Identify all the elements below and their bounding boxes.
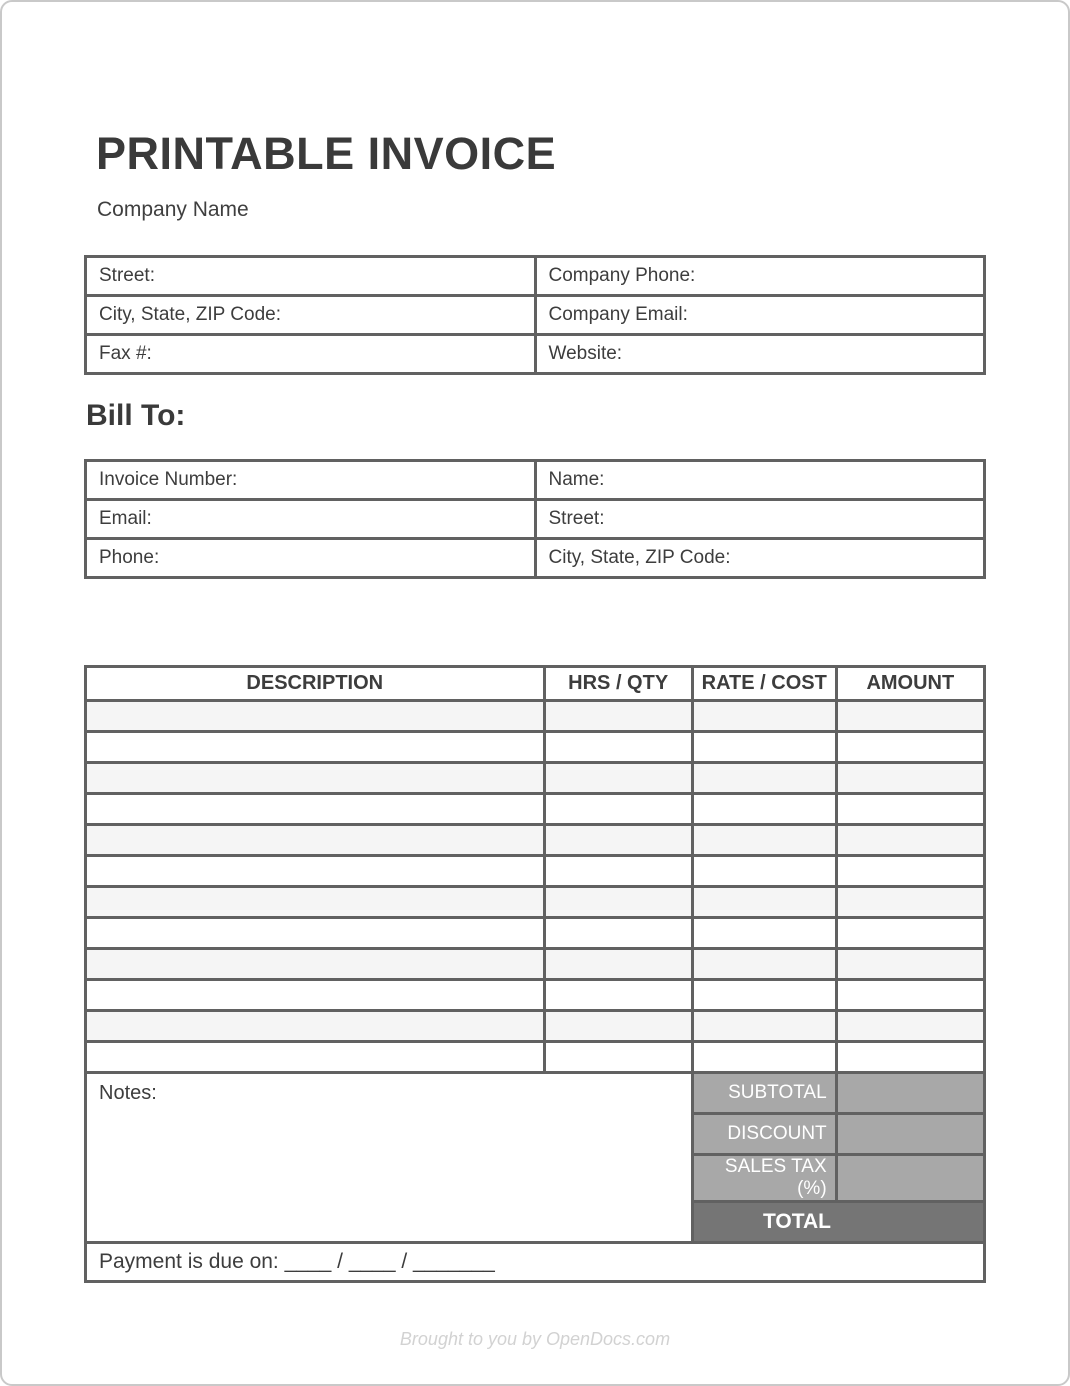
item-amount-cell — [836, 793, 984, 824]
item-row — [86, 1041, 985, 1072]
item-qty-cell — [544, 762, 692, 793]
field-bill-email: Email: — [86, 499, 536, 538]
item-amount-cell — [836, 824, 984, 855]
item-row — [86, 824, 985, 855]
column-header-hrs-qty: HRS / QTY — [544, 666, 692, 700]
item-qty-cell — [544, 1010, 692, 1041]
subtotal-row — [86, 1072, 985, 1113]
item-row — [86, 917, 985, 948]
item-rate-cell — [692, 824, 836, 855]
table-row — [86, 334, 985, 373]
field-company-phone: Company Phone: — [535, 256, 985, 295]
item-row — [86, 1010, 985, 1041]
item-description-cell — [86, 1010, 545, 1041]
footer-credit: Brought to you by OpenDocs.com — [399, 1328, 671, 1349]
item-description-cell — [86, 855, 545, 886]
item-rate-cell — [692, 762, 836, 793]
payment-due-row — [86, 1242, 985, 1281]
item-qty-cell — [544, 917, 692, 948]
item-amount-cell — [836, 762, 984, 793]
field-invoice-number: Invoice Number: — [86, 460, 536, 499]
items-body — [86, 700, 985, 1072]
field-street: Street: — [86, 256, 536, 295]
item-row — [86, 700, 985, 731]
item-description-cell — [86, 979, 545, 1010]
item-qty-cell — [544, 979, 692, 1010]
item-description-cell — [86, 731, 545, 762]
field-website: Website: — [535, 334, 985, 373]
item-description-cell — [86, 886, 545, 917]
subtotal-value-cell — [836, 1072, 984, 1113]
field-fax: Fax #: — [86, 334, 536, 373]
item-row — [86, 731, 985, 762]
discount-value-cell — [836, 1113, 984, 1154]
field-bill-phone: Phone: — [86, 538, 536, 577]
item-amount-cell — [836, 1010, 984, 1041]
item-row — [86, 979, 985, 1010]
sales-tax-label: SALES TAX (%) — [692, 1154, 836, 1201]
column-header-description: DESCRIPTION — [86, 666, 545, 700]
item-rate-cell — [692, 948, 836, 979]
item-qty-cell — [544, 855, 692, 886]
bill-to-table — [84, 459, 986, 579]
item-rate-cell — [692, 917, 836, 948]
item-rate-cell — [692, 855, 836, 886]
sales-tax-value-cell — [836, 1154, 984, 1201]
line-items-table — [84, 665, 986, 1074]
item-row — [86, 762, 985, 793]
item-rate-cell — [692, 886, 836, 917]
item-description-cell — [86, 793, 545, 824]
notes-area: Notes: — [86, 1072, 693, 1242]
item-rate-cell — [692, 1010, 836, 1041]
item-description-cell — [86, 762, 545, 793]
item-qty-cell — [544, 948, 692, 979]
item-qty-cell — [544, 886, 692, 917]
item-qty-cell — [544, 731, 692, 762]
item-rate-cell — [692, 979, 836, 1010]
field-city-state-zip: City, State, ZIP Code: — [86, 295, 536, 334]
item-amount-cell — [836, 886, 984, 917]
bill-to-heading: Bill To: — [86, 398, 186, 432]
item-description-cell — [86, 1041, 545, 1072]
table-row — [86, 499, 985, 538]
item-rate-cell — [692, 793, 836, 824]
field-bill-street: Street: — [535, 499, 985, 538]
item-row — [86, 855, 985, 886]
item-row — [86, 886, 985, 917]
company-info-table — [84, 255, 986, 375]
item-qty-cell — [544, 824, 692, 855]
company-name-label: Company Name — [97, 197, 249, 221]
total-label: TOTAL — [692, 1201, 984, 1242]
table-row — [86, 538, 985, 577]
item-amount-cell — [836, 917, 984, 948]
column-header-amount: AMOUNT — [836, 666, 984, 700]
item-description-cell — [86, 948, 545, 979]
discount-label: DISCOUNT — [692, 1113, 836, 1154]
item-description-cell — [86, 824, 545, 855]
table-row — [86, 460, 985, 499]
item-description-cell — [86, 700, 545, 731]
item-amount-cell — [836, 855, 984, 886]
item-description-cell — [86, 917, 545, 948]
field-company-email: Company Email: — [535, 295, 985, 334]
item-amount-cell — [836, 700, 984, 731]
item-amount-cell — [836, 1041, 984, 1072]
table-row — [86, 295, 985, 334]
item-row — [86, 793, 985, 824]
item-rate-cell — [692, 1041, 836, 1072]
item-amount-cell — [836, 731, 984, 762]
item-amount-cell — [836, 948, 984, 979]
column-header-rate-cost: RATE / COST — [692, 666, 836, 700]
page-content — [2, 130, 1068, 1350]
page-title: PRINTABLE INVOICE — [96, 128, 557, 179]
payment-due-line: Payment is due on: ____ / ____ / _______ — [86, 1242, 985, 1281]
item-rate-cell — [692, 731, 836, 762]
item-qty-cell — [544, 700, 692, 731]
items-header-row — [86, 666, 985, 700]
item-qty-cell — [544, 793, 692, 824]
field-bill-name: Name: — [535, 460, 985, 499]
field-bill-city-state-zip: City, State, ZIP Code: — [535, 538, 985, 577]
totals-and-notes-table — [84, 1071, 986, 1283]
item-rate-cell — [692, 700, 836, 731]
item-qty-cell — [544, 1041, 692, 1072]
item-row — [86, 948, 985, 979]
item-amount-cell — [836, 979, 984, 1010]
table-row — [86, 256, 985, 295]
subtotal-label: SUBTOTAL — [692, 1072, 836, 1113]
